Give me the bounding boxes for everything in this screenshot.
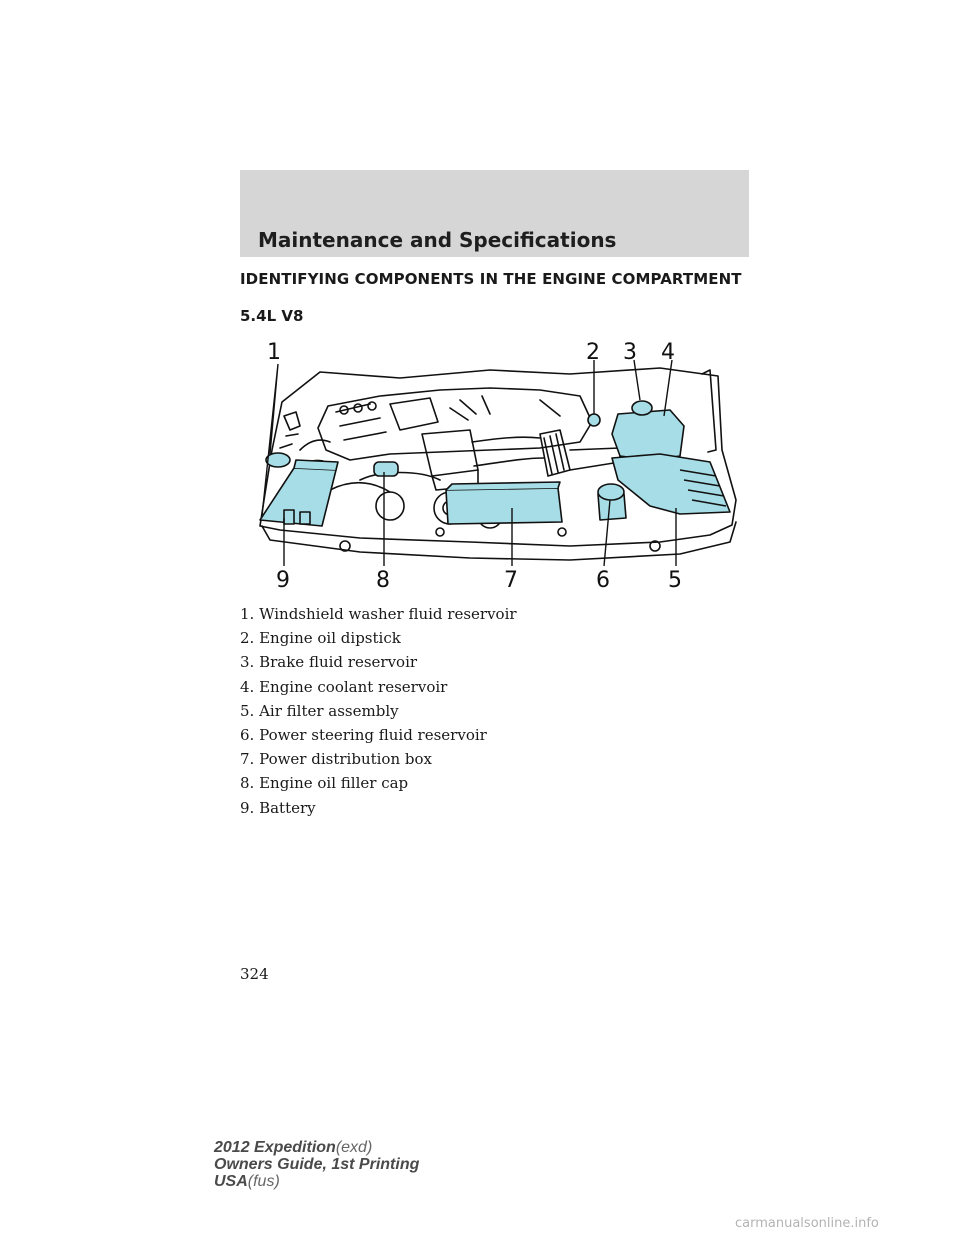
footer-model: 2012 Expedition <box>214 1139 336 1156</box>
legend-item: 8. Engine oil filler cap <box>240 774 409 793</box>
callout-3: 3 <box>623 340 637 365</box>
footer-market: USA <box>214 1173 248 1190</box>
washer-reservoir-cap <box>266 453 290 467</box>
legend-item: 2. Engine oil dipstick <box>240 629 401 648</box>
callout-6: 6 <box>596 568 610 593</box>
legend-item: 1. Windshield washer fluid reservoir <box>240 605 517 623</box>
section-title: Maintenance and Specifications <box>258 228 617 252</box>
legend-item: 7. Power distribution box <box>240 750 432 769</box>
engine-subheading: 5.4L V8 <box>240 307 304 325</box>
footer-model-code: (exd) <box>335 1139 373 1156</box>
oil-dipstick-handle <box>588 414 600 426</box>
power-distribution-box <box>446 488 562 524</box>
engine-compartment-diagram <box>240 330 750 600</box>
document-footer <box>214 1139 419 1190</box>
brake-fluid-reservoir-cap <box>632 401 652 415</box>
legend-item: 4. Engine coolant reservoir <box>240 677 448 696</box>
callout-4: 4 <box>661 340 675 365</box>
component-legend <box>240 602 517 820</box>
page-heading: IDENTIFYING COMPONENTS IN THE ENGINE COMPARTMENT <box>240 270 742 288</box>
footer-market-code: (fus) <box>247 1173 280 1190</box>
page-number: 324 <box>240 965 269 983</box>
callout-1: 1 <box>267 340 281 365</box>
legend-item: 5. Air filter assembly <box>240 701 399 720</box>
oil-filler-cap <box>374 462 398 476</box>
coolant-reservoir <box>612 410 684 460</box>
watermark: carmanualsonline.info <box>735 1216 879 1231</box>
callout-7: 7 <box>504 568 518 593</box>
callout-2: 2 <box>586 340 600 365</box>
battery-shape <box>260 468 336 526</box>
footer-edition: Owners Guide, 1st Printing <box>214 1156 420 1173</box>
callout-9: 9 <box>276 568 290 593</box>
legend-item: 3. Brake fluid reservoir <box>240 653 418 672</box>
callout-8: 8 <box>376 568 390 593</box>
legend-item: 6. Power steering fluid reservoir <box>240 725 487 744</box>
callout-5: 5 <box>668 568 682 593</box>
legend-item: 9. Battery <box>240 798 316 817</box>
